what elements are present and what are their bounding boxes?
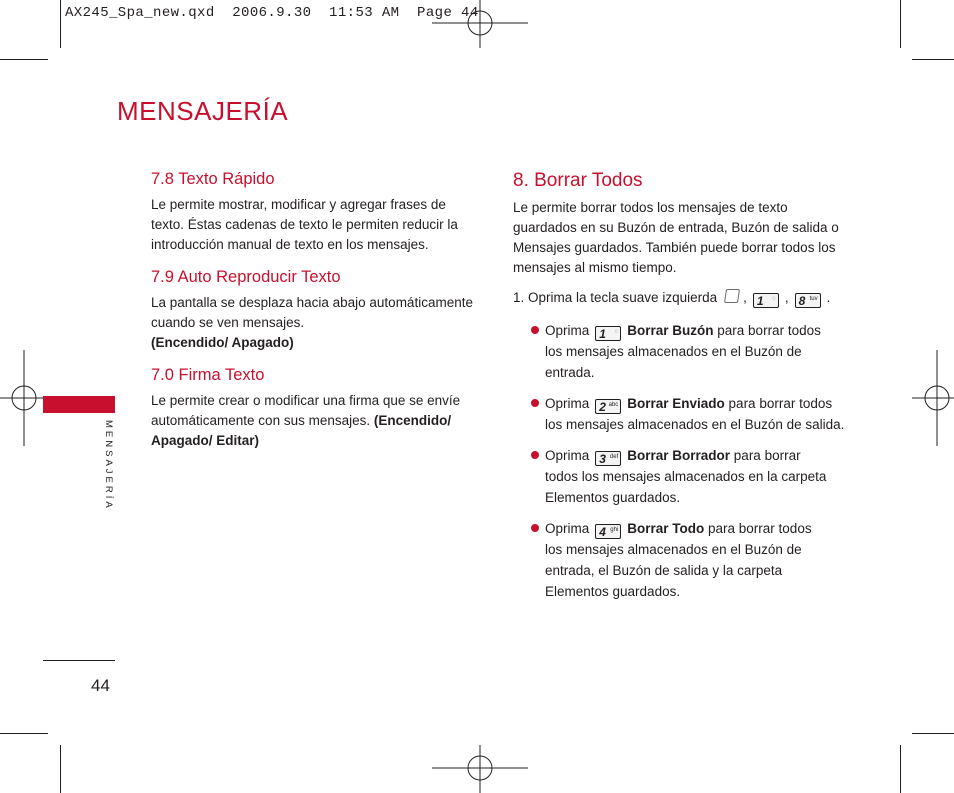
left-column	[151, 170, 481, 451]
bullet-dot-icon	[531, 524, 539, 532]
body-line: La pantalla se desplaza hacia abajo automáticamente	[151, 295, 473, 310]
key-3-icon: 3 def	[595, 451, 621, 466]
bullet-item: Oprima 4 ghi Borrar Todo para borrar todos los mensajes almacenados en el Buzón de entrada, el Buzón de salida y la carpeta Elementos guardados.	[513, 518, 853, 602]
section-heading-7-8: 7.8 Texto Rápido	[151, 170, 275, 188]
body-line: guardados en su Buzón de entrada, Buzón de salida o	[513, 220, 839, 235]
registration-mark-icon	[912, 350, 954, 446]
key-2-icon: 2 abc	[595, 399, 621, 414]
options-text: (Encendido/	[373, 413, 452, 428]
crop-mark	[0, 733, 48, 734]
crop-mark	[900, 0, 901, 48]
bullet-item: Oprima 1 ◌ Borrar Buzón para borrar todos los mensajes almacenados en el Buzón de entrada.	[513, 320, 853, 383]
registration-mark-icon	[0, 350, 48, 446]
step-text: 1. Oprima la tecla suave izquierda	[513, 290, 718, 305]
section-heading-7-9: 7.9 Auto Reproducir Texto	[151, 268, 341, 286]
options-text: Apagado/ Editar)	[151, 433, 260, 448]
section-intro-8	[513, 198, 853, 278]
body-line	[151, 411, 481, 431]
key-8-icon: 8 tuv	[795, 293, 821, 308]
body-text: automáticamente con sus mensajes.	[151, 413, 374, 428]
section-body-7-8	[151, 195, 481, 255]
crop-mark	[912, 59, 954, 60]
print-slug: AX245_Spa_new.qxd 2006.9.30 11:53 AM Page 44	[65, 5, 479, 21]
page-title: MENSAJERÍA	[117, 96, 289, 126]
body-line: introducción manual de texto en los mensajes.	[151, 237, 429, 252]
right-column	[513, 170, 853, 602]
voicemail-icon: ◌	[772, 296, 776, 302]
bullet-dot-icon	[531, 451, 539, 459]
page-number: 44	[91, 676, 110, 695]
body-line: mensajes al mismo tiempo.	[513, 260, 677, 275]
side-section-label: MENSAJERÍA	[103, 420, 114, 511]
body-line: Le permite borrar todos los mensajes de texto	[513, 200, 788, 215]
body-line: Le permite mostrar, modificar y agregar frases de	[151, 197, 446, 212]
page-number-rule	[43, 660, 115, 661]
options-text: (Encendido/ Apagado)	[151, 335, 294, 350]
body-line: Le permite crear o modificar una firma que se envíe	[151, 393, 461, 408]
crop-mark	[900, 745, 901, 793]
instruction-step-1: 1. Oprima la tecla suave izquierda , 1 ◌ , 8 tuv .	[513, 290, 831, 308]
body-line: texto. Éstas cadenas de texto le permiten reducir la	[151, 217, 458, 232]
section-body-7-0	[151, 391, 481, 451]
registration-mark-icon	[432, 745, 528, 793]
voicemail-icon: ◌	[614, 329, 619, 335]
key-4-icon: 4 ghi	[595, 524, 621, 539]
bullet-dot-icon	[531, 399, 539, 407]
body-line: cuando se ven mensajes.	[151, 315, 305, 330]
bullet-item: Oprima 3 def Borrar Borrador para borrar todos los mensajes almacenados en la carpeta Elementos guardados.	[513, 445, 853, 508]
section-heading-8: 8. Borrar Todos	[513, 170, 643, 191]
bullet-dot-icon	[531, 326, 539, 334]
bullet-item: Oprima 2 abc Borrar Enviado para borrar todos los mensajes almacenados en el Buzón de salida.	[513, 393, 853, 435]
section-heading-7-0: 7.0 Firma Texto	[151, 366, 265, 384]
left-soft-key-icon	[724, 289, 740, 303]
key-1-icon: 1 ◌	[595, 326, 621, 341]
crop-mark	[60, 745, 61, 793]
crop-mark	[0, 59, 48, 60]
crop-mark	[60, 0, 61, 48]
section-body-7-9	[151, 293, 481, 353]
crop-mark	[912, 733, 954, 734]
body-line: Mensajes guardados. También puede borrar todos los	[513, 240, 836, 255]
key-1-icon: 1 ◌	[753, 293, 779, 308]
section-tab-bar	[43, 396, 115, 413]
